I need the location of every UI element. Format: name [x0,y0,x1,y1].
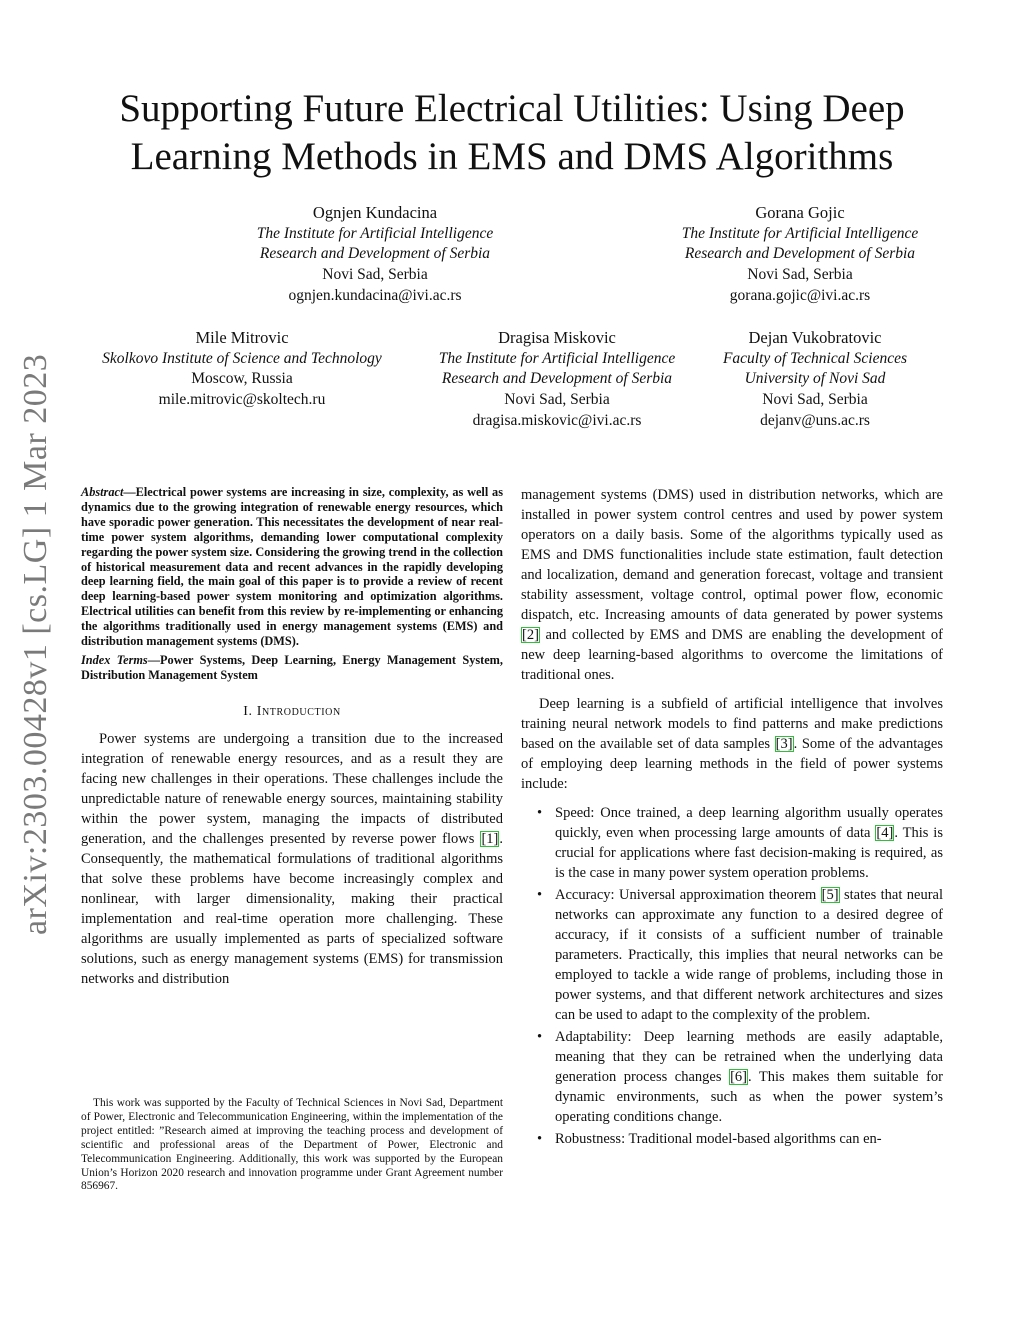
author-email: gorana.gojic@ivi.ac.rs [729,286,871,304]
paragraph-text: Power systems are undergoing a transition due to the increased integration of renewable energy resources, and as a result they are facing new challenges in their operations. These challenges include the unpredictable nature of renewable energy sources, maintaining stability within the power system, managing the impacts of distributed generation, and the challenges presented by reverse power flows [81,730,503,847]
index-terms-lead: Index Terms [81,652,148,667]
author-city: Novi Sad, Serbia [762,391,868,409]
paper-title: Supporting Future Electrical Utilities: Using Deep Learning Methods in EMS and DMS Algorithms [119,87,905,178]
citation-link[interactable]: [1] [481,830,499,847]
author-affiliation: Research and Development of Serbia [684,245,916,263]
author-affiliation: University of Novi Sad [744,370,886,388]
paragraph-text: . Some of the advantages of employing deep learning methods in the field of power systems include: [521,736,943,792]
citation-link[interactable]: [2] [522,627,539,643]
author-city: Novi Sad, Serbia [322,266,428,284]
section-title: Introduction [256,703,341,719]
abstract-lead: Abstract [81,485,124,499]
footnote: This work was supported by the Faculty of Technical Sciences in Novi Sad, Department of Power, Electronic and Telecommunication Engineering, within the implementation of the project entitled: ”Research aimed at improving the teaching process and development of scientific and professional areas of the Department of Power, Electronic and Telecommunication Engineering. Additionally, this work was supported by the European Union’s Horizon 2020 research and innovation programme under Grant Agreement number 856967. [81,1097,503,1193]
author-city: Moscow, Russia [191,370,293,388]
right-column [521,485,943,1151]
author-name: Dejan Vukobratovic [748,328,882,347]
list-item-text: . This makes them suitable for dynamic environments, such as when the power system’s operating conditions change. [555,1069,943,1125]
author-block [655,203,945,307]
bullet-icon: • [537,1131,543,1147]
paragraph-text: management systems (DMS) used in distribution networks, which are installed in power system control centres and used by power system operators on a daily basis. Some of the algorithms typically used as EMS and DMS functionalities include state estimation, fault detection and localization, demand and generation forecast, voltage and transient stability assessment, voltage control, optimal power flow, economic dispatch, etc. Increasing amounts of data generated by power systems [521,487,943,623]
author-block [72,328,412,411]
author-city: Novi Sad, Serbia [504,391,610,409]
author-city: Novi Sad, Serbia [747,266,853,284]
bullet-icon: • [537,805,543,821]
paragraph-text: and collected by EMS and DMS are enabling the development of new deep learning-based algorithms to overcome the limitations of traditional ones. [521,627,943,683]
author-affiliation: Skolkovo Institute of Science and Technology [102,349,382,367]
list-item-text: Adaptability: Deep learning methods are easily adaptable, meaning that they can be retrained when the underlying data generation process changes [555,1029,943,1085]
arxiv-identifier[interactable]: arXiv:2303.00428v1 [cs.LG] 1 Mar 2023 [17,353,54,935]
author-name: Dragisa Miskovic [498,328,616,347]
advantages-list [521,803,943,1149]
paragraph-text: Deep learning is a subfield of artificial intelligence that involves training neural network models to find patterns and make predictions based on the available set of data samples [521,696,943,752]
citation-link[interactable]: [6] [730,1069,747,1085]
section-numeral: I. [243,703,257,719]
abstract-text: —Electrical power systems are increasing in size, complexity, as well as dynamics due to the growing integration of renewable energy resources, which have sporadic power generation. This necessitates the development of near real-time power system algorithms, demanding lower computational complexity regarding the power system size. Considering the growing trend in the collection of historical measurement data and recent advances in the rapidly developing deep learning field, the main goal of this paper is to provide a review of recent deep learning-based power system monitoring and optimization algorithms. Electrical utilities can benefit from this review by re-implementing or enhancing the algorithms traditionally used in energy management systems (EMS) and distribution management systems (DMS). [81,485,503,649]
section-heading [81,703,503,721]
author-block [705,328,925,432]
author-email: dejanv@uns.ac.rs [760,411,870,429]
bullet-icon: • [537,1029,543,1045]
author-name: Ognjen Kundacina [312,203,438,222]
list-item-text: Speed: Once trained, a deep learning algorithm usually operates quickly, even when processing large amounts of data [555,805,943,841]
body-paragraph [521,485,943,685]
citation-link[interactable]: [5] [821,887,839,903]
abstract [81,485,503,649]
list-item [521,1129,943,1149]
list-item-text: Accuracy: Universal approximation theorem [555,887,821,903]
author-block [230,203,520,307]
author-affiliation: The Institute for Artificial Intelligence [256,224,494,242]
author-email: dragisa.miskovic@ivi.ac.rs [472,411,642,429]
list-item-text: states that neural networks can approximate any function to a desired degree of accuracy, if it consists of a sufficient number of trainable parameters. Practically, this implies that neural networks can be employed to tackle a wide range of problems, including those in power systems, and that different network architectures and sizes can be used to adapt to the complexity of the problem. [555,887,944,1023]
author-affiliation: Research and Development of Serbia [441,370,673,388]
list-item-text: Robustness: Traditional model-based algorithms can en- [555,1131,882,1147]
author-name: Mile Mitrovic [195,328,289,347]
author-affiliation: The Institute for Artificial Intelligence [438,349,676,367]
intro-paragraph [81,729,503,989]
author-email: mile.mitrovic@skoltech.ru [158,391,326,409]
author-affiliation: The Institute for Artificial Intelligence [681,224,919,242]
author-name: Gorana Gojic [755,203,845,222]
citation-link[interactable]: [4] [876,825,894,841]
author-affiliation: Faculty of Technical Sciences [722,349,908,367]
index-terms-text: —Power Systems, Deep Learning, Energy Management System, Distribution Management System [81,652,503,682]
citation-link[interactable]: [3] [775,736,793,752]
author-affiliation: Research and Development of Serbia [259,245,491,263]
author-email: ognjen.kundacina@ivi.ac.rs [288,286,462,304]
body-paragraph [521,694,943,794]
list-item [521,885,943,1025]
list-item [521,803,943,883]
index-terms [81,653,503,683]
author-block [412,328,702,432]
paragraph-text: . Consequently, the mathematical formulations of traditional algorithms that solve these problems have become increasingly complex and nonlinear, with larger dimensionality, making their practical implementation and real-time operation more challenging. These algorithms are usually implemented as parts of specialized software solutions, such as energy management systems (EMS) for transmission networks and distribution [81,830,503,987]
bullet-icon: • [537,887,543,903]
left-column [81,485,503,989]
list-item [521,1027,943,1127]
list-item-text: . This is crucial for applications where fast decision-making is required, as is the case in many power system operation problems. [555,825,943,881]
